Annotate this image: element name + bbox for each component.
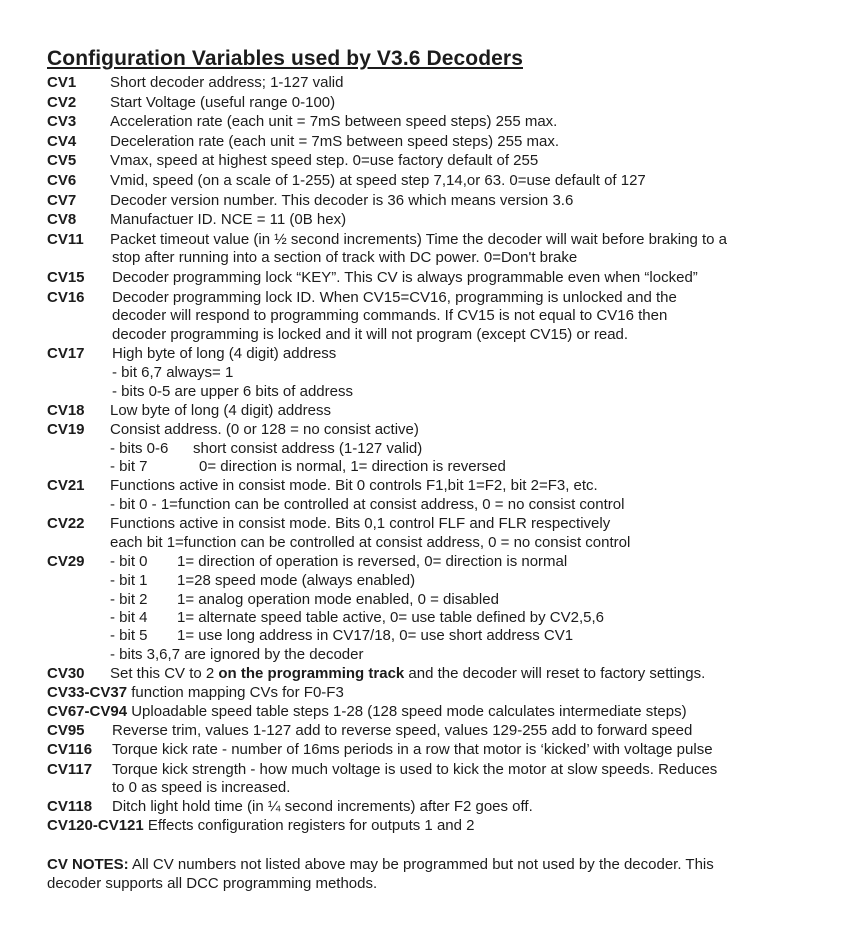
cv-label: CV19 [47, 421, 85, 438]
cv-bit-label: - bit 1 [110, 572, 148, 589]
cv-description: Functions active in consist mode. Bits 0,1 control FLF and FLR respectively [110, 515, 611, 532]
cv-bit-desc: short consist address (1-127 valid) [193, 440, 423, 457]
cv-label: CV33-CV37 [47, 684, 128, 701]
cv-label: CV8 [47, 211, 77, 228]
cv-description-continued: decoder will respond to programming commands. If CV15 is not equal to CV16 then [112, 307, 668, 324]
cv-description: Start Voltage (useful range 0-100) [110, 94, 336, 111]
cv-description: Reverse trim, values 1-127 add to reverse speed, values 129-255 add to forward speed [112, 722, 693, 739]
cv-label: CV1 [47, 74, 77, 91]
cv-description-continued: stop after running into a section of track with DC power. 0=Don't brake [112, 249, 578, 266]
cv-description: Deceleration rate (each unit = 7mS between speed steps) 255 max. [110, 133, 560, 150]
cv-description: Vmid, speed (on a scale of 1-255) at speed step 7,14,or 63. 0=use default of 127 [110, 172, 646, 189]
cv-description: Acceleration rate (each unit = 7mS between speed steps) 255 max. [110, 113, 558, 130]
cv-description: Manufactuer ID. NCE = 11 (0B hex) [110, 211, 347, 228]
cv-description: High byte of long (4 digit) address [112, 345, 337, 362]
cv-description-continued: to 0 as speed is increased. [112, 779, 291, 796]
cv-bit-note: - bits 3,6,7 are ignored by the decoder [110, 646, 364, 663]
cv-label: CV7 [47, 192, 77, 209]
cv-label: CV95 [47, 722, 85, 739]
cv-description-emphasis: on the programming track [218, 665, 405, 682]
cv-bit-label: - bit 4 [110, 609, 148, 626]
cv-label: CV15 [47, 269, 85, 286]
cv-description: Decoder programming lock ID. When CV15=CV16, programming is unlocked and the [112, 289, 677, 306]
cv-label: CV17 [47, 345, 85, 362]
cv-bit-label: - bit 0 [110, 553, 148, 570]
cv-bit-note: - bit 6,7 always= 1 [112, 364, 234, 381]
cv-description: Ditch light hold time (in ¼ second increments) after F2 goes off. [112, 798, 533, 815]
cv-notes-label: CV NOTES: [47, 856, 129, 873]
cv-description: Packet timeout value (in ½ second increments) Time the decoder will wait before braking to a [110, 231, 727, 248]
cv-description: Effects configuration registers for outputs 1 and 2 [143, 817, 475, 834]
cv-description: Torque kick strength - how much voltage is used to kick the motor at slow speeds. Reduces [112, 761, 718, 778]
cv-bit-label: - bits 0-6 [110, 440, 169, 457]
cv-label: CV4 [47, 133, 77, 150]
cv-label: CV3 [47, 113, 77, 130]
cv-bit-label: - bit 7 [110, 458, 148, 475]
cv-bit-note: each bit 1=function can be controlled at consist address, 0 = no consist control [110, 534, 631, 551]
cv-label: CV29 [47, 553, 85, 570]
cv-label: CV11 [47, 231, 84, 248]
cv-label: CV22 [47, 515, 85, 532]
cv-description: Functions active in consist mode. Bit 0 controls F1,bit 1=F2, bit 2=F3, etc. [110, 477, 598, 494]
cv-description: Consist address. (0 or 128 = no consist active) [110, 421, 419, 438]
cv-label: CV67-CV94 [47, 703, 128, 720]
cv-label: CV118 [47, 798, 93, 815]
cv-description-continued: decoder programming is locked and it will not program (except CV15) or read. [112, 326, 629, 343]
cv-label: CV2 [47, 94, 77, 111]
cv-description: Vmax, speed at highest speed step. 0=use factory default of 255 [110, 152, 539, 169]
cv-label: CV120-CV121 [47, 817, 144, 834]
cv-bit-note: - bits 0-5 are upper 6 bits of address [112, 383, 353, 400]
cv-description: function mapping CVs for F0-F3 [127, 684, 344, 701]
cv-bit-label: - bit 5 [110, 627, 148, 644]
cv-label: CV116 [47, 741, 93, 758]
cv-inline-entry [47, 702, 687, 721]
cv-description: Decoder version number. This decoder is 36 which means version 3.6 [110, 192, 574, 209]
cv-bit-desc: 1= analog operation mode enabled, 0 = disabled [177, 591, 499, 608]
cv-label: CV16 [47, 289, 85, 306]
cv-label: CV30 [47, 665, 85, 682]
cv-description: Torque kick rate - number of 16ms periods in a row that motor is ‘kicked’ with voltage pulse [112, 741, 713, 758]
cv-bit-desc: 0= direction is normal, 1= direction is reversed [199, 458, 506, 475]
cv-bit-note: - bit 0 - 1=function can be controlled at consist address, 0 = no consist control [110, 496, 625, 513]
cv-description [110, 664, 705, 683]
cv-notes-text: All CV numbers not listed above may be programmed but not used by the decoder. This [128, 856, 714, 873]
cv-description: Uploadable speed table steps 1-28 (128 speed mode calculates intermediate steps) [127, 703, 687, 720]
cv-bit-desc: 1=28 speed mode (always enabled) [177, 572, 416, 589]
cv-label: CV21 [47, 477, 85, 494]
cv-label: CV6 [47, 172, 77, 189]
cv-inline-entry [47, 816, 474, 835]
cv-bit-desc: 1= direction of operation is reversed, 0= direction is normal [177, 553, 568, 570]
cv-notes-line-2: decoder supports all DCC programming methods. [47, 875, 378, 892]
cv-bit-label: - bit 2 [110, 591, 148, 608]
cv-label: CV5 [47, 152, 77, 169]
cv-label: CV18 [47, 402, 85, 419]
cv-description-end: and the decoder will reset to factory settings. [404, 665, 706, 682]
cv-notes-line-1 [47, 855, 714, 874]
cv-label: CV117 [47, 761, 93, 778]
cv-inline-entry [47, 683, 344, 702]
cv-description: Low byte of long (4 digit) address [110, 402, 331, 419]
cv-description: Short decoder address; 1-127 valid [110, 74, 344, 91]
cv-description: Decoder programming lock “KEY”. This CV is always programmable even when “locked” [112, 269, 698, 286]
cv-bit-desc: 1= use long address in CV17/18, 0= use short address CV1 [177, 627, 574, 644]
cv-description-start: Set this CV to 2 [110, 665, 219, 682]
cv-bit-desc: 1= alternate speed table active, 0= use table defined by CV2,5,6 [177, 609, 604, 626]
page-title: Configuration Variables used by V3.6 Decoders [47, 47, 523, 70]
